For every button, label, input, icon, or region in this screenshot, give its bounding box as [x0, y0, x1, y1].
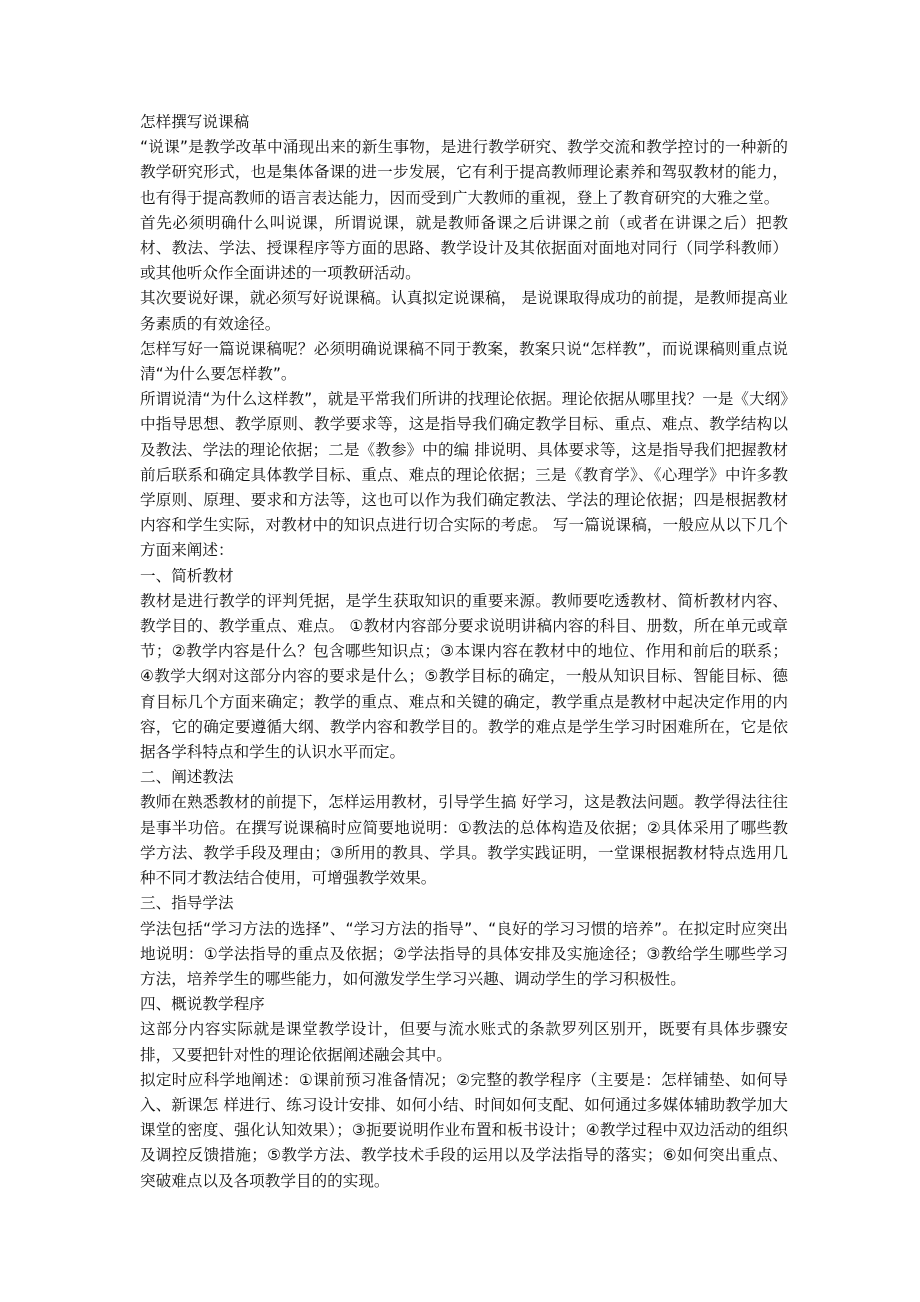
section-text-analyze-materials: 教材是进行教学的评判凭据，是学生获取知识的重要来源。教师要吃透教材、简析教材内容、教学目的、教学重点、难点。 ①教材内容部分要求说明讲稿内容的科目、册数，所在单元或章节；②教学内容是什么？包含哪些知识点；③本课内容在教材中的地位、作用和前后的联系；④教学大纲对这部分内容的要求是什么；⑤教学目标的确定，一般从知识目标、智能目标、德育目标几个方面来确定；教学的重点、难点和关键的确定，教学重点是教材中起决定作用的内容，它的确定要遵循大纲、教学内容和教学目的。教学的难点是学生学习时困难所在，它是依据各学科特点和学生的认识水平而定。	[140, 591, 788, 762]
paragraph-theory-basis: 所谓说清“为什么这样教”，就是平常我们所讲的找理论依据。理论依据从哪里找？一是《大纲》中指导思想、教学原则、教学要求等，这是指导我们确定教学目标、重点、难点、教学结构以及教法、学法的理论依据；二是《教参》中的编 排说明、具体要求等，这是指导我们把握教材前后联系和确定具体教学目标、重点、难点的理论依据；三是《教育学》、《心理学》中许多教学原则、原理、要求和方法等，这也可以作为我们确定教法、学法的理论依据；四是根据教材内容和学生实际，对教材中的知识点进行切合实际的考虑。 写一篇说课稿，一般应从以下几个方面来阐述：	[140, 390, 788, 560]
paragraph-importance: 其次要说好课，就必须写好说课稿。认真拟定说课稿， 是说课取得成功的前提，是教师提高业务素质的有效途径。	[140, 289, 788, 333]
section-heading-analyze-materials: 一、简析教材	[140, 566, 234, 585]
section-heading-teaching-method: 二、阐述教法	[140, 768, 234, 787]
paragraph-how-to-write: 怎样写好一篇说课稿呢？必须明确说课稿不同于教案，教案只说“怎样教”，而说课稿则重点说清“为什么要怎样教”。	[140, 339, 788, 384]
document-page	[140, 110, 788, 1194]
section-heading-teaching-procedure: 四、概说教学程序	[140, 995, 265, 1014]
section-text-teaching-procedure-2: 拟定时应科学地阐述：①课前预习准备情况；②完整的教学程序（主要是：怎样铺垫、如何导入、新课怎 样进行、练习设计安排、如何小结、时间如何支配、如何通过多媒体辅助教学加大课堂的密度、强化认知效果）；③扼要说明作业布置和板书设计；④教学过程中双边活动的组织及调控反馈措施；⑤教学方法、教学技术手段的运用以及学法指导的落实；⑥如何突出重点、突破难点以及各项教学目的的实现。	[140, 1070, 788, 1190]
section-text-teaching-method: 教师在熟悉教材的前提下，怎样运用教材，引导学生搞 好学习，这是教法问题。教学得法往往是事半功倍。在撰写说课稿时应简要地说明：①教法的总体构造及依据；②具体采用了哪些教学方法、教学手段及理由；③所用的教具、学具。教学实践证明，一堂课根据教材特点选用几种不同才教法结合使用，可增强教学效果。	[140, 793, 788, 888]
section-text-learning-method: 学法包括“学习方法的选择”、“学习方法的指导”、“良好的学习习惯的培养”。在拟定时应突出地说明：①学法指导的重点及依据；②学法指导的具体安排及实施途径；③教给学生哪些学习方法，培养学生的哪些能力，如何激发学生学习兴趣、调动学生的学习积极性。	[140, 919, 788, 988]
section-text-teaching-procedure-1: 这部分内容实际就是课堂教学设计，但要与流水账式的条款罗列区别开，既要有具体步骤安排，又要把针对性的理论依据阐述融会其中。	[140, 1020, 788, 1064]
paragraph-intro: “说课”是教学改革中涌现出来的新生事物，是进行教学研究、教学交流和教学控讨的一种新的教学研究形式，也是集体备课的进一步发展，它有利于提高教师理论素养和驾驭教材的能力，也有得于提高教师的语言表达能力，因而受到广大教师的重视，登上了教育研究的大雅之堂。	[140, 138, 788, 207]
paragraph-definition: 首先必须明确什么叫说课，所谓说课，就是教师备课之后讲课之前（或者在讲课之后）把教材、教法、学法、授课程序等方面的思路、教学设计及其依据面对面地对同行（同学科教师）或其他听众作全面讲述的一项教研活动。	[140, 213, 788, 283]
section-heading-learning-method: 三、指导学法	[140, 894, 234, 913]
document-title: 怎样撰写说课稿	[140, 113, 250, 131]
